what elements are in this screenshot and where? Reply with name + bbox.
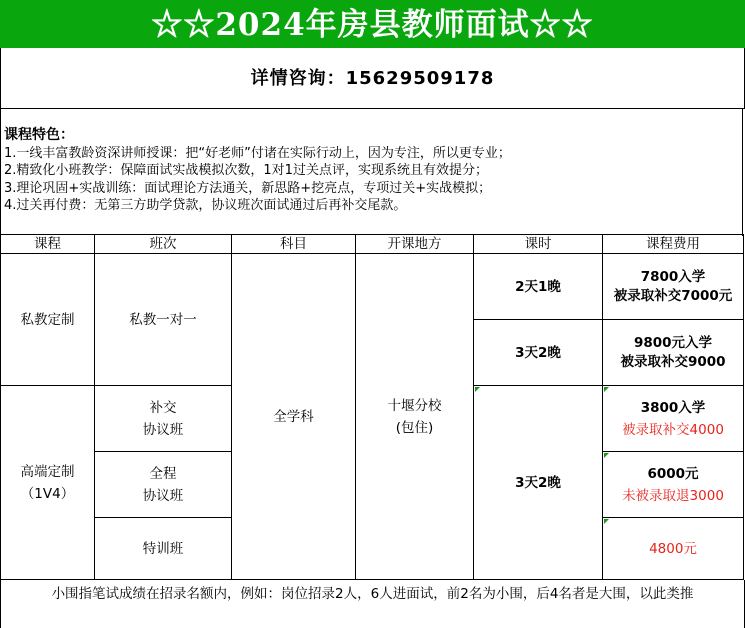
header-hours: 课时 — [474, 234, 603, 254]
location-cell — [356, 254, 474, 580]
cell-marker-icon — [475, 387, 480, 392]
cell-marker-icon — [604, 453, 609, 458]
feature-item: 2.精致化小班教学：保障面试实战模拟次数，1对1过关点评，实现系统且有效提分； — [4, 163, 488, 178]
class-line: 协议班 — [142, 421, 184, 438]
fee-line: 7800入学 — [640, 268, 706, 285]
fee-private-1 — [603, 254, 744, 320]
feature-item: 4.过关再付费：无第三方助学贷款，协议班次面试通过后再补交尾款。 — [4, 198, 407, 213]
course-premium-name: 高端定制 — [20, 463, 75, 480]
fee-private-2 — [603, 320, 744, 386]
fee-line: 3800入学 — [640, 399, 706, 416]
course-premium-note: （1V4） — [20, 485, 75, 502]
cell-marker-icon — [604, 519, 609, 524]
class-premium-2 — [95, 452, 232, 518]
hours-private-1: 2天1晚 — [474, 254, 603, 320]
course-premium — [0, 386, 95, 580]
location-note: (包住) — [395, 419, 434, 436]
course-sheet — [0, 48, 745, 628]
fee-line: 6000元 — [647, 465, 699, 482]
footer-note: 小围指笔试成绩在招录名额内，例如：岗位招录2人，6人进面试，前2名为小围，后4名者是大围，以此类推 — [0, 580, 745, 628]
header-fee: 课程费用 — [603, 234, 744, 254]
feature-item: 3.理论巩固+实战训练：面试理论方法通关，新思路+挖亮点，专项过关+实战模拟； — [4, 180, 492, 196]
class-private: 私教一对一 — [95, 254, 232, 386]
class-line: 全程 — [149, 465, 177, 482]
subject-cell: 全学科 — [232, 254, 356, 580]
class-line: 协议班 — [142, 487, 184, 504]
fee-premium-3: 4800元 — [603, 518, 744, 580]
fee-line: 被录取补交9000 — [620, 353, 726, 370]
feature-item: 1.一线丰富教龄资深讲师授课：把“好老师”付诸在实际行动上，因为专注，所以更专业； — [4, 145, 511, 161]
features-title: 课程特色： — [4, 127, 74, 143]
hours-premium: 3天2晚 — [474, 386, 603, 580]
fee-line: 被录取补交7000元 — [613, 287, 733, 304]
hours-private-2: 3天2晚 — [474, 320, 603, 386]
fee-premium-1 — [603, 386, 744, 452]
fee-line-red: 未被录取退3000 — [622, 487, 724, 504]
consult-line: 详情咨询：15629509178 — [0, 48, 745, 109]
header-subject: 科目 — [232, 234, 356, 254]
class-premium-3: 特训班 — [95, 518, 232, 580]
class-line: 补交 — [149, 399, 177, 416]
course-private: 私教定制 — [0, 254, 95, 386]
page-title: ☆☆2024年房县教师面试☆☆ — [0, 0, 745, 48]
location-name: 十堰分校 — [387, 397, 442, 414]
fee-premium-2 — [603, 452, 744, 518]
header-location: 开课地方 — [356, 234, 474, 254]
header-class: 班次 — [95, 234, 232, 254]
fee-line: 9800元入学 — [633, 334, 713, 351]
features-block — [0, 109, 743, 236]
fee-line-red: 被录取补交4000 — [622, 421, 724, 438]
header-course: 课程 — [0, 234, 95, 254]
cell-marker-icon — [604, 387, 609, 392]
class-premium-1 — [95, 386, 232, 452]
